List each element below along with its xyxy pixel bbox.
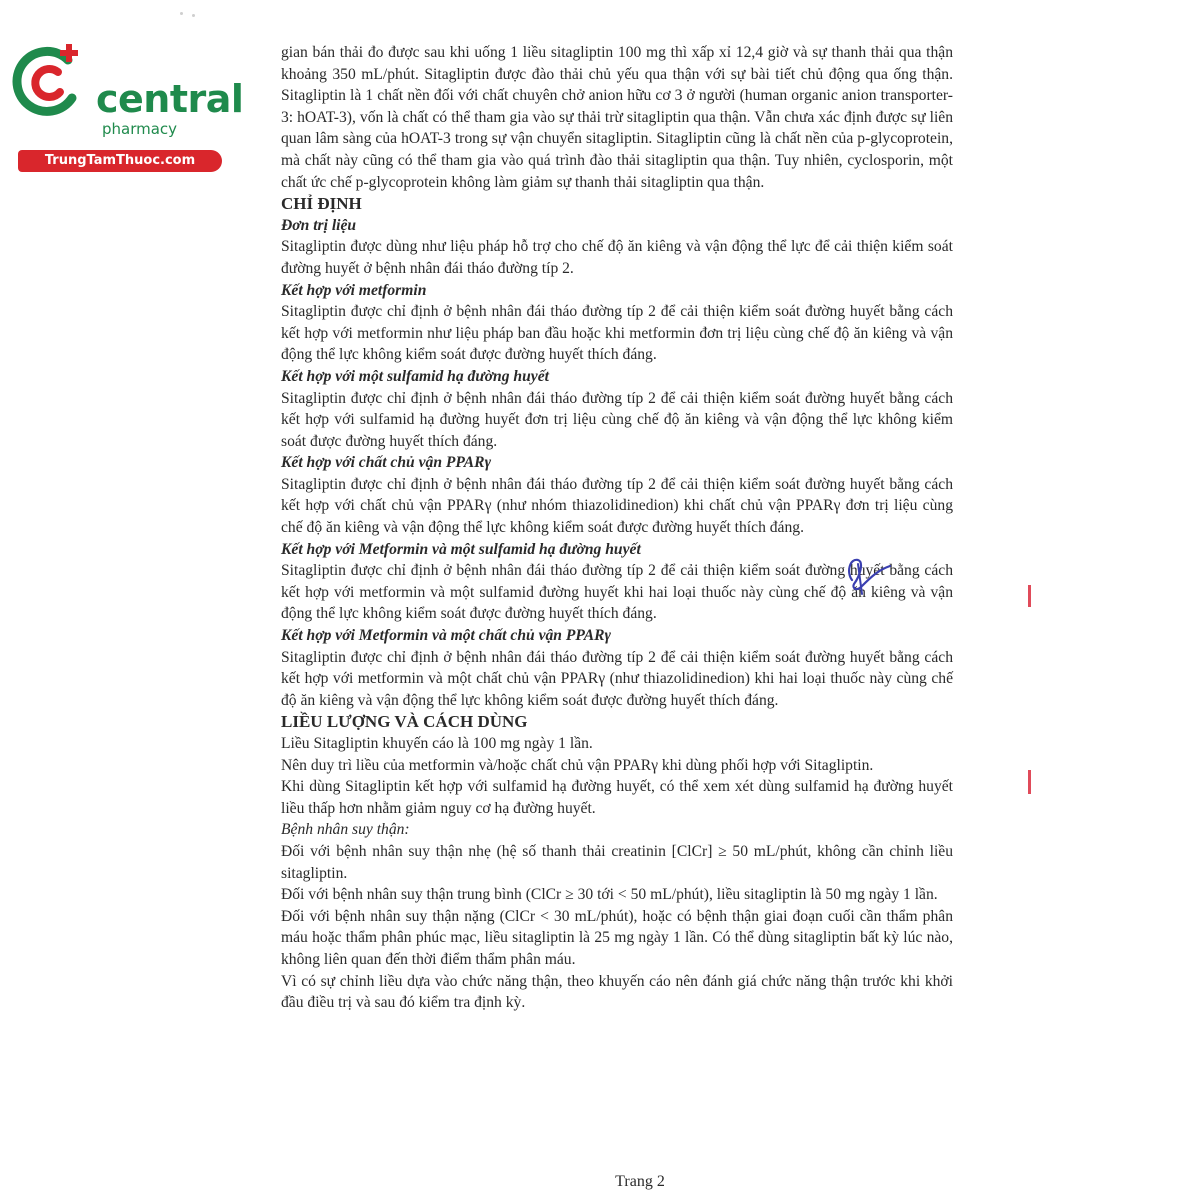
page-number: Trang 2: [615, 1173, 665, 1190]
paragraph: Sitagliptin được chỉ định ở bệnh nhân đái tháo đường típ 2 để cải thiện kiểm soát đường huyết bằng cách kết hợp với sulfamid hạ đường huyết đơn trị liệu cùng chế độ ăn kiêng và vận động thể lực không kiểm soát được đường huyết thích đáng.: [281, 389, 953, 450]
paragraph: Sitagliptin được chỉ định ở bệnh nhân đái tháo đường típ 2 để cải thiện kiểm soát đường huyết bằng cách kết hợp với chất chủ vận PPARγ (như nhóm thiazolidinedion) khi chất chủ vận PPARγ đơn trị liệu cùng chế độ ăn kiêng và vận động thể lực không kiểm soát được đường huyết thích đáng.: [281, 475, 953, 537]
edge-mark: [1028, 585, 1031, 607]
logo-name: central: [96, 77, 244, 121]
subheading-metformin-sulfamid: Kết hợp với Metformin và một sulfamid hạ đường huyết: [281, 540, 641, 558]
subheading-ppar: Kết hợp với chất chủ vận PPARγ: [281, 454, 492, 472]
brand-logo[interactable]: [10, 36, 244, 168]
scan-speck: [180, 12, 183, 15]
scan-speck: [192, 14, 195, 17]
logo-website-tag[interactable]: TrungTamThuoc.com: [18, 150, 222, 172]
subheading-monotherapy: Đơn trị liệu: [281, 216, 357, 234]
document-body: [281, 42, 953, 1014]
intro-paragraph: gian bán thải đo được sau khi uống 1 liều sitagliptin 100 mg thì xấp xỉ 12,4 giờ và sự thanh thải qua thận khoảng 350 mL/phút. Sitagliptin được đào thải chủ yếu qua thận với sự bài tiết chủ động qua ống thận. Sitagliptin là 1 chất nền đối với chất chuyên chở anion hữu cơ 3 ở người (human organic anion transporter-3: hOAT-3), vốn là chất có thể tham gia vào sự thải trừ sitagliptin qua thận. Vẫn chưa xác định được sự liên quan lâm sàng của hOAT-3 trong sự vận chuyển sitagliptin. Sitagliptin cũng là chất nền của p-glycoprotein, mà chất này cũng có thể tham gia vào quá trình đào thải sitagliptin qua thận. Tuy nhiên, cyclosporin, một chất ức chế p-glycoprotein không làm giảm sự thanh thải sitagliptin qua thận.: [281, 44, 953, 191]
subheading-sulfamid: Kết hợp với một sulfamid hạ đường huyết: [281, 367, 549, 385]
paragraph: Vì có sự chỉnh liều dựa vào chức năng thận, theo khuyến cáo nên đánh giá chức năng thận trước khi khởi đầu điều trị và sau đó kiểm tra định kỳ.: [281, 972, 953, 1012]
paragraph: Liều Sitagliptin khuyến cáo là 100 mg ngày 1 lần.: [281, 735, 593, 752]
subheading-renal: Bệnh nhân suy thận:: [281, 821, 410, 839]
edge-mark: [1028, 770, 1031, 794]
paragraph: Đối với bệnh nhân suy thận nhẹ (hệ số thanh thải creatinin [ClCr] ≥ 50 mL/phút, không cần chỉnh liều sitagliptin.: [281, 842, 953, 882]
paragraph: Sitagliptin được chỉ định ở bệnh nhân đái tháo đường típ 2 để cải thiện kiểm soát đường huyết bằng cách kết hợp với metformin và một chất chủ vận PPARγ (như thiazolidinedion) khi hai loại thuốc này cùng chế độ ăn kiêng và vận động thể lực không kiểm soát được đường huyết thích đáng.: [281, 648, 953, 709]
central-pharmacy-logo-icon: [10, 40, 90, 120]
paragraph: Đối với bệnh nhân suy thận nặng (ClCr < 30 mL/phút), hoặc có bệnh thận giai đoạn cuối cần thẩm phân máu hoặc thẩm phân phúc mạc, liều sitagliptin là 25 mg ngày 1 lần. Có thể dùng sitagliptin bất kỳ lúc nào, không liên quan đến thời điểm thẩm phân máu.: [281, 907, 953, 968]
subheading-metformin-ppar: Kết hợp với Metformin và một chất chủ vận PPARγ: [281, 627, 612, 645]
subheading-metformin: Kết hợp với metformin: [281, 281, 427, 299]
logo-subtitle: pharmacy: [102, 120, 178, 138]
paragraph: Sitagliptin được chỉ định ở bệnh nhân đái tháo đường típ 2 để cải thiện kiểm soát đường huyết bằng cách kết hợp với metformin và một sulfamid đường huyết khi hai loại thuốc này cùng chế độ ăn kiêng và vận động thể lực không kiểm soát được đường huyết thích đáng.: [281, 562, 953, 623]
paragraph: Sitagliptin được chỉ định ở bệnh nhân đái tháo đường típ 2 để cải thiện kiểm soát đường huyết bằng cách kết hợp với metformin như liệu pháp ban đầu hoặc khi metformin đơn trị liệu cùng chế độ ăn kiêng và vận động thể lực không kiểm soát được đường huyết thích đáng.: [281, 303, 953, 364]
paragraph: Khi dùng Sitagliptin kết hợp với sulfamid hạ đường huyết, có thể xem xét dùng sulfamid hạ đường huyết liều thấp hơn nhằm giảm nguy cơ hạ đường huyết.: [281, 778, 953, 817]
signature-mark: [838, 550, 894, 596]
section-heading-dosage: LIỀU LƯỢNG VÀ CÁCH DÙNG: [281, 712, 528, 732]
section-heading-indications: CHỈ ĐỊNH: [281, 194, 362, 214]
paragraph: Đối với bệnh nhân suy thận trung bình (ClCr ≥ 30 tới < 50 mL/phút), liều sitagliptin là 50 mg ngày 1 lần.: [281, 886, 938, 904]
paragraph: Nên duy trì liều của metformin và/hoặc chất chủ vận PPARγ khi dùng phối hợp với Sitagliptin.: [281, 756, 874, 774]
paragraph: Sitagliptin được dùng như liệu pháp hỗ trợ cho chế độ ăn kiêng và vận động thể lực để cải thiện kiểm soát đường huyết ở bệnh nhân đái tháo đường típ 2.: [281, 238, 953, 277]
